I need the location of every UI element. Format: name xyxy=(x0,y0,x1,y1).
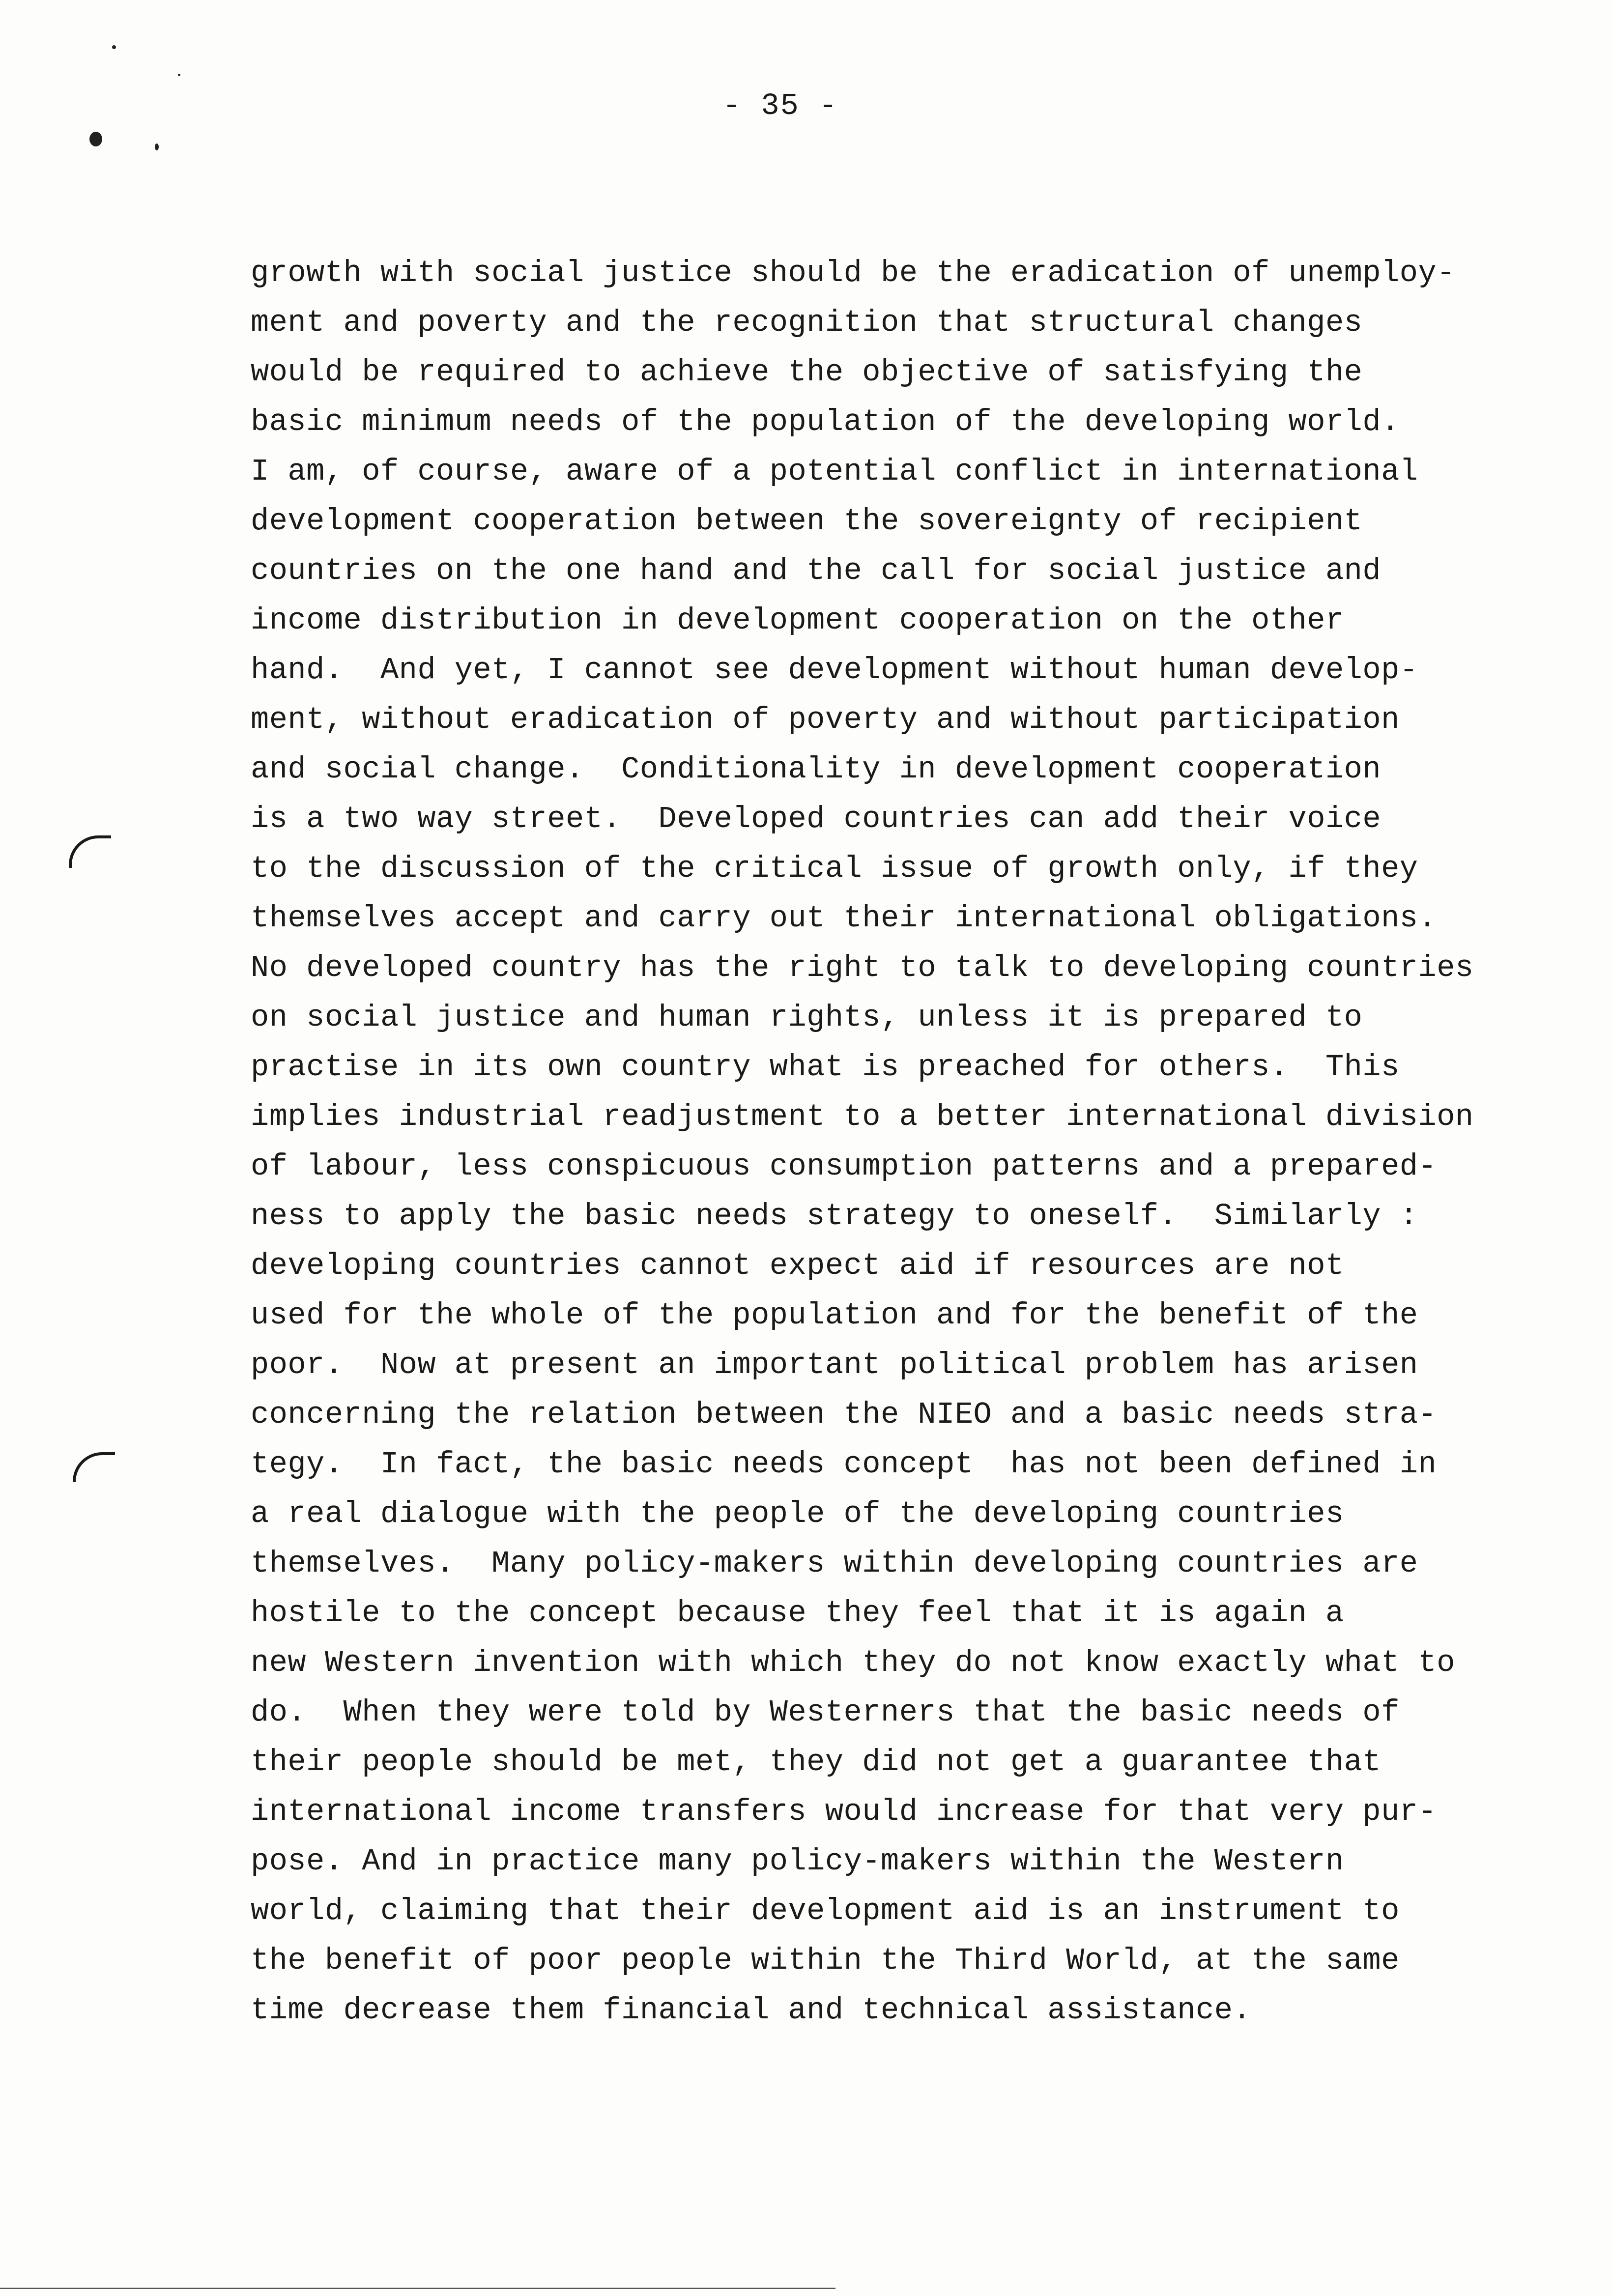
scan-speck xyxy=(178,74,180,76)
scan-speck xyxy=(155,144,159,150)
text-line: development cooperation between the sovereignty of recipient xyxy=(251,504,1363,539)
text-line: I am, of course, aware of a potential conflict in international xyxy=(251,454,1418,489)
text-line: countries on the one hand and the call for social justice and xyxy=(251,553,1382,588)
text-line: basic minimum needs of the population of the developing world. xyxy=(251,404,1400,439)
text-line: the benefit of poor people within the Third World, at the same xyxy=(251,1943,1400,1978)
text-line: used for the whole of the population and for the benefit of the xyxy=(251,1298,1418,1333)
text-line: ment, without eradication of poverty and without participation xyxy=(251,702,1400,737)
text-line: implies industrial readjustment to a better international division xyxy=(251,1099,1474,1134)
margin-bracket-mark xyxy=(69,835,111,868)
text-line: pose. And in practice many policy-makers within the Western xyxy=(251,1844,1344,1879)
text-line: of labour, less conspicuous consumption patterns and a prepared- xyxy=(251,1149,1437,1184)
text-line: international income transfers would increase for that very pur- xyxy=(251,1794,1437,1829)
text-line: themselves accept and carry out their international obligations. xyxy=(251,901,1437,936)
text-line: developing countries cannot expect aid if resources are not xyxy=(251,1248,1344,1283)
text-line: practise in its own country what is preached for others. This xyxy=(251,1050,1400,1085)
text-line: hand. And yet, I cannot see development without human develop- xyxy=(251,653,1418,688)
text-line: No developed country has the right to talk to developing countries xyxy=(251,950,1474,985)
text-line: do. When they were told by Westerners that the basic needs of xyxy=(251,1695,1400,1730)
text-line: their people should be met, they did not get a guarantee that xyxy=(251,1745,1382,1779)
text-line: ment and poverty and the recognition that structural changes xyxy=(251,305,1363,340)
text-line: themselves. Many policy-makers within developing countries are xyxy=(251,1546,1418,1581)
body-paragraph xyxy=(251,248,1607,2035)
text-line: ness to apply the basic needs strategy to oneself. Similarly : xyxy=(251,1199,1418,1234)
text-line: new Western invention with which they do not know exactly what to xyxy=(251,1645,1455,1680)
text-line: hostile to the concept because they feel that it is again a xyxy=(251,1596,1344,1631)
text-line: poor. Now at present an important political problem has arisen xyxy=(251,1348,1418,1382)
bottom-edge-rule xyxy=(0,2288,835,2289)
text-line: would be required to achieve the objective of satisfying the xyxy=(251,355,1363,390)
text-line: world, claiming that their development aid is an instrument to xyxy=(251,1894,1400,1928)
text-line: to the discussion of the critical issue of growth only, if they xyxy=(251,851,1418,886)
margin-bracket-mark xyxy=(73,1452,115,1482)
page-number: - 35 - xyxy=(722,88,838,123)
text-line: growth with social justice should be the eradication of unemploy- xyxy=(251,256,1455,290)
text-line: on social justice and human rights, unless it is prepared to xyxy=(251,1000,1363,1035)
text-line: time decrease them financial and technical assistance. xyxy=(251,1993,1252,2028)
text-line: is a two way street. Developed countries can add their voice xyxy=(251,802,1382,836)
text-line: income distribution in development cooperation on the other xyxy=(251,603,1344,638)
scan-speck xyxy=(89,132,102,146)
text-line: and social change. Conditionality in development cooperation xyxy=(251,752,1382,787)
scan-speck xyxy=(112,45,116,49)
text-line: concerning the relation between the NIEO and a basic needs stra- xyxy=(251,1397,1437,1432)
text-line: a real dialogue with the people of the developing countries xyxy=(251,1496,1344,1531)
text-line: tegy. In fact, the basic needs concept has not been defined in xyxy=(251,1447,1437,1482)
